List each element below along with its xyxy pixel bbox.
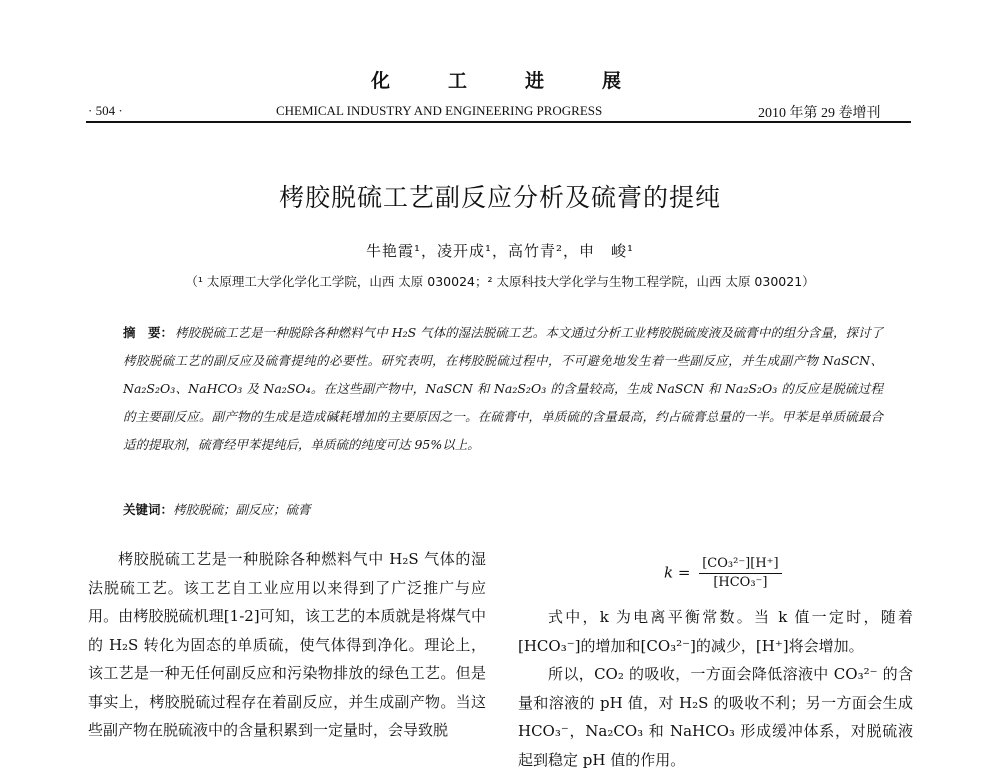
keywords-text: 栲胶脱硫；副反应；硫膏	[173, 502, 311, 517]
equation-denominator: [HCO₃⁻]	[713, 575, 768, 590]
issue-info: 2010 年第 29 卷增刊	[758, 106, 881, 121]
page-number: · 504 ·	[88, 103, 123, 118]
body-left-paragraph: 栲胶脱硫工艺是一种脱除各种燃料气中 H₂S 气体的湿法脱硫工艺。该工艺自工业应用以来得到了广泛推广与应用。由栲胶脱硫机理[1-2]可知，该工艺的本质就是将煤气中的 H₂S 转化为固态的单质硫，使气体得到净化。理论上，该工艺是一种无任何副反应和污染物排放的绿色工艺。但是事实上，栲胶脱硫过程存在着副反应，并生成副产物。当这些副产物在脱硫液中的含量积累到一定量时，会导致脱	[88, 550, 486, 739]
body-right-paragraph-1: 式中，k 为电离平衡常数。当 k 值一定时，随着[HCO₃⁻]的增加和[CO₃²⁻]的减少，[H⁺]将会增加。	[518, 608, 913, 655]
affiliation: （¹ 太原理工大学化学化工学院，山西 太原 030024；² 太原科技大学化学与生物工程学院，山西 太原 030021）	[185, 274, 815, 289]
journal-title-en: CHEMICAL INDUSTRY AND ENGINEERING PROGRESS	[276, 103, 603, 118]
equation-lhs: k =	[664, 563, 691, 582]
equation-fraction	[699, 555, 781, 592]
equation-numerator: [CO₃²⁻][H⁺]	[699, 555, 781, 574]
keywords-label: 关键词：	[123, 502, 174, 517]
abstract-text: 栲胶脱硫工艺是一种脱除各种燃料气中 H₂S 气体的湿法脱硫工艺。本文通过分析工业栲胶脱硫废液及硫膏中的组分含量，探讨了栲胶脱硫工艺的副反应及硫膏提纯的必要性。研究表明，在栲胶脱硫过程中，不可避免地发生着一些副反应，并生成副产物 NaSCN、Na₂S₂O₃、NaHCO₃ 及 Na₂SO₄。在这些副产物中，NaSCN 和 Na₂S₂O₃ 的含量较高，生成 NaSCN 和 Na₂S₂O₃ 的反应是脱硫过程的主要副反应。副产物的生成是造成碱耗增加的主要原因之一。在硫膏中，单质硫的含量最高，约占硫膏总量的一半。甲苯是单质硫最合适的提取剂，硫膏经甲苯提纯后，单质硫的纯度可达 95%以上。	[123, 325, 883, 452]
body-right-column	[518, 603, 913, 774]
header-rule	[86, 121, 911, 123]
equation	[664, 555, 782, 592]
abstract-label: 摘 要：	[123, 325, 174, 340]
paper-title: 栲胶脱硫工艺副反应分析及硫膏的提纯	[278, 183, 721, 212]
abstract	[123, 319, 883, 459]
authors: 牛艳霞¹，凌开成¹，高竹青²，申 峻¹	[365, 242, 635, 260]
body-left-column	[88, 545, 486, 745]
keywords	[123, 500, 311, 518]
body-right-paragraph-2: 所以，CO₂ 的吸收，一方面会降低溶液中 CO₃²⁻ 的含量和溶液的 pH 值，对 H₂S 的吸收不利；另一方面会生成 HCO₃⁻，Na₂CO₃ 和 NaHCO₃ 形成缓冲体系，对脱硫液起到稳定 pH 值的作用。	[518, 665, 913, 769]
journal-title-cn: 化工进展	[370, 70, 679, 92]
